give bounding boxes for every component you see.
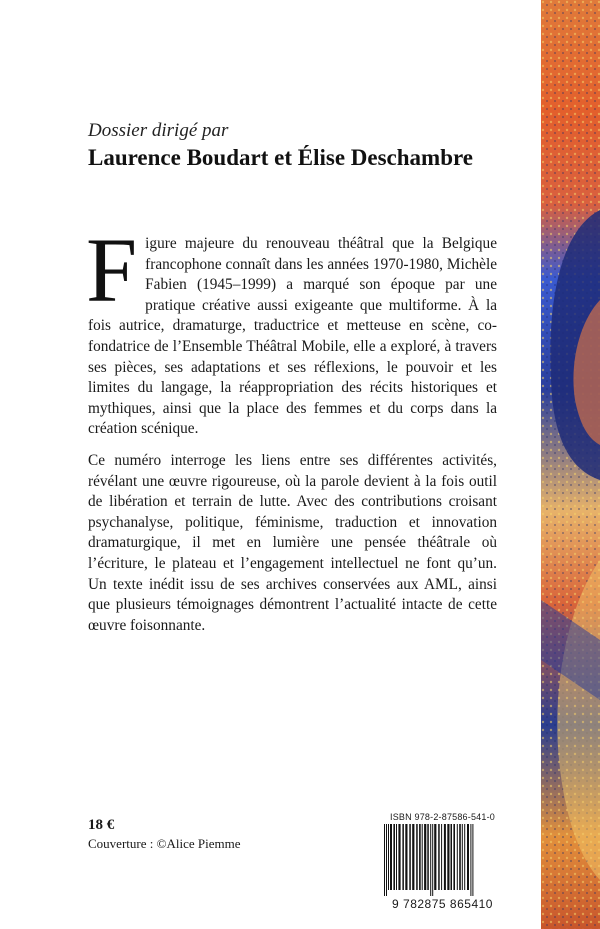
barcode-bar [451,824,453,890]
barcode-bar [453,824,455,890]
barcode-bar [457,824,458,890]
isbn-label: ISBN 978-2-87586-541-0 [390,812,495,822]
barcode-bar [427,824,429,890]
barcode [380,824,505,896]
summary-text [86,219,497,647]
barcode-bar [441,824,442,890]
cover-photo-strip [541,0,600,929]
barcode-digits: 9 782875 865410 [392,897,493,911]
barcode-bar [472,824,473,896]
barcode-bar [419,824,421,890]
barcode-bar [470,824,471,896]
barcode-bar [412,824,414,890]
barcode-bar [430,824,431,896]
barcode-bar [462,824,463,890]
cover-credit: Couverture : ©Alice Piemme [88,836,241,851]
barcode-bar [422,824,423,890]
barcode-bar [384,824,385,896]
barcode-bar [416,824,418,890]
barcode-bar [402,824,404,890]
barcode-bar [438,824,440,890]
barcode-bar [467,824,469,890]
barcode-bar [388,824,389,890]
editor-block [88,120,528,172]
barcode-bar [390,824,392,890]
barcode-bar [447,824,449,890]
barcode-bar [398,824,400,890]
barcode-bar [424,824,426,890]
barcode-bar [405,824,407,890]
editor-names: Laurence Boudart et Élise Deschambre [88,145,474,170]
summary-paragraph-1-text: igure majeure du renouveau théâtral que la Belgique francophone connaît dans les années 1970-1980, Michèle Fabien (1945–1999) a marqué son époque par une pratique créative aussi exigeante que multiforme. À la fois autrice, dramaturge, traductrice et metteuse en scène, co-fondatrice de l’Ensemble Théâtral Mobile, elle a exploré, à travers ses pièces, ses adaptations et ses réflexions, le pouvoir et les limites du langage, la réappropriation des récits historiques et mythiques, ainsi que la place des femmes et du corps dans la création scénique. [88,235,497,438]
summary-paragraph-1 [86,219,497,440]
barcode-bar [459,824,461,890]
barcode-bar [464,824,465,890]
barcode-bar [444,824,446,890]
price: 18 € [88,817,115,833]
editor-label: Dossier dirigé par [88,120,229,141]
barcode-bar [434,824,436,890]
barcode-block [380,812,505,914]
barcode-bar [386,824,387,896]
barcode-bar [409,824,411,890]
drop-cap: F [86,219,138,321]
summary-paragraph-2: Ce numéro interroge les liens entre ses différentes activités, révélant une œuvre rigoureuse, où la parole devient à la fois outil de libération et terrain de lutte. Avec des contributions croisant psychanalyse, politique, féminisme, traduction et innovation dramaturgique, il met en lumière une pensée théâtrale où l’écriture, le plateau et l’engagement intellectuel ne font qu’un. Un texte inédit issu de ses archives conservées aux AML, ainsi que plusieurs témoignages démontrent l’actualité intacte de cette œuvre foisonnante. [88,451,497,634]
barcode-bar [432,824,433,896]
barcode-bar [396,824,397,890]
barcode-bar [393,824,395,890]
